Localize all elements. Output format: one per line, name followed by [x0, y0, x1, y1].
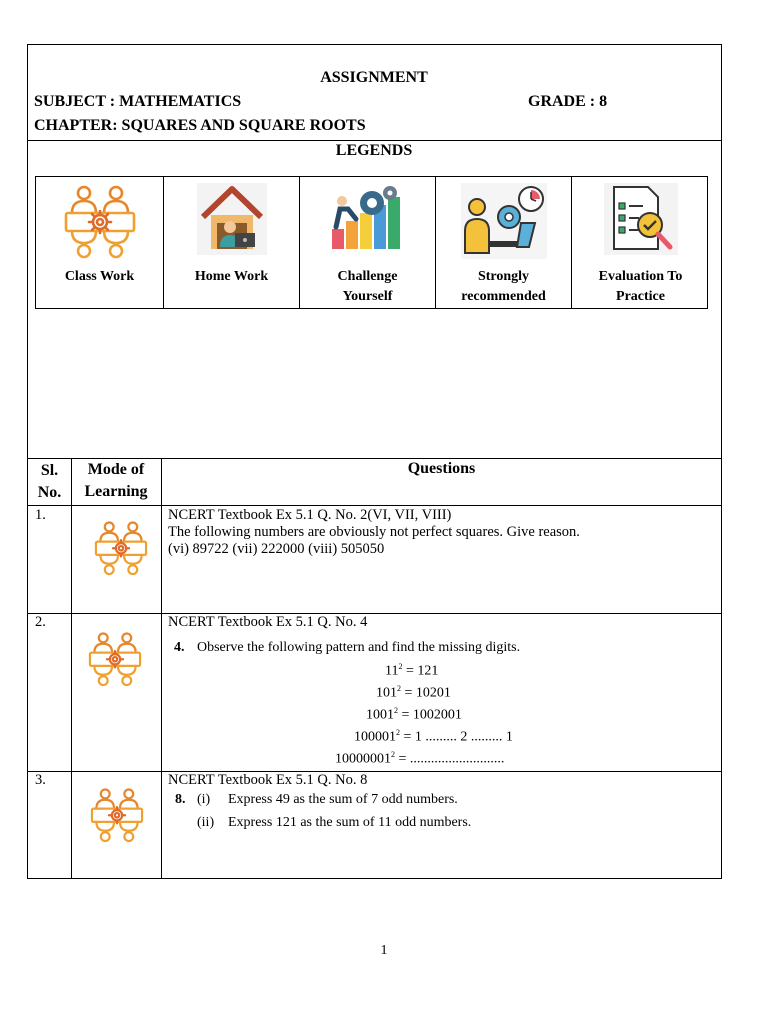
pattern-result: = 1002001 [401, 707, 462, 723]
row-number: 3. [35, 772, 46, 788]
legend-label-line: Home Work [194, 269, 269, 284]
pattern-result: = 10201 [404, 685, 451, 701]
divider [28, 505, 721, 506]
pattern-line [366, 706, 462, 724]
column-header-questions: Questions [407, 460, 476, 477]
pattern-result: = 1 ......... 2 ......... 1 [403, 729, 513, 745]
assignment-title: ASSIGNMENT [320, 69, 428, 86]
pattern-result: = 121 [405, 663, 439, 679]
header-line: Mode of [87, 461, 145, 478]
teamwork-gear-icon [62, 183, 138, 268]
column-header-mode-of-learning [71, 459, 161, 503]
legend-strongly-recommended [436, 177, 572, 308]
pattern-base: 10000001 [335, 751, 391, 767]
exponent: 2 [397, 684, 401, 693]
question-number: 8. [175, 792, 186, 807]
question-part-text: Express 121 as the sum of 11 odd numbers. [228, 815, 472, 830]
legend-class-work [36, 177, 164, 308]
legend-label [436, 267, 571, 307]
page-number: 1 [380, 943, 388, 958]
legend-label-line: Evaluation To [598, 269, 683, 284]
teamwork-gear-icon [89, 786, 145, 851]
question-source: NCERT Textbook Ex 5.1 Q. No. 4 [168, 614, 368, 630]
pattern-base: 100001 [354, 729, 396, 745]
pattern-base: 101 [376, 685, 397, 701]
legend-label-line: Practice [616, 289, 665, 304]
legend-label [572, 267, 709, 307]
divider [71, 458, 72, 879]
question-text: (vi) 89722 (vii) 222000 (viii) 505050 [168, 541, 385, 557]
question-source: NCERT Textbook Ex 5.1 Q. No. 2(VI, VII, VIII) [168, 507, 452, 523]
pattern-line [385, 662, 438, 680]
legends-title: LEGENDS [335, 142, 413, 159]
question-number: 4. [174, 640, 185, 655]
legend-home-work [164, 177, 300, 308]
divider [28, 140, 721, 141]
legend-label-line: recommended [461, 289, 546, 304]
legend-label [300, 267, 435, 307]
legend-table [35, 176, 708, 309]
legend-label [36, 267, 163, 287]
pattern-result: = ........................... [398, 751, 505, 767]
legend-evaluation-to-practice [572, 177, 709, 308]
gear-bar-chart-icon [328, 183, 408, 258]
legend-label-line: Strongly [477, 269, 530, 284]
grade-label: GRADE : 8 [528, 93, 608, 110]
divider [28, 771, 721, 772]
divider [161, 458, 162, 879]
question-1 [168, 507, 580, 558]
question-source: NCERT Textbook Ex 5.1 Q. No. 8 [168, 772, 368, 788]
row-number: 2. [35, 614, 46, 630]
column-header-sl-no [28, 460, 71, 504]
header-line: Sl. [40, 462, 59, 479]
teamwork-gear-icon [93, 519, 149, 584]
pattern-line [354, 728, 513, 746]
header-line: No. [37, 484, 62, 501]
pattern-base: 1001 [366, 707, 394, 723]
subject-label: SUBJECT : MATHEMATICS [34, 93, 242, 110]
row-number: 1. [35, 507, 46, 523]
divider [28, 613, 721, 614]
exponent: 2 [391, 750, 395, 759]
person-gear-clock-icon [461, 183, 547, 264]
pattern-line [376, 684, 451, 702]
question-text: The following numbers are obviously not perfect squares. Give reason. [168, 524, 580, 540]
pattern-line [335, 750, 504, 768]
question-part-number: (ii) [197, 815, 215, 830]
question-part-text: Express 49 as the sum of 7 odd numbers. [228, 792, 458, 807]
legend-label-line: Class Work [64, 269, 135, 284]
chapter-label: CHAPTER: SQUARES AND SQUARE ROOTS [34, 117, 366, 134]
exponent: 2 [398, 662, 403, 671]
question-text: Observe the following pattern and find the missing digits. [197, 640, 521, 655]
legend-challenge-yourself [300, 177, 436, 308]
legend-label-line: Yourself [342, 289, 393, 304]
legend-label-line: Challenge [337, 269, 398, 284]
legend-label [164, 267, 299, 287]
house-laptop-icon [197, 183, 267, 260]
teamwork-gear-icon [87, 630, 143, 695]
question-part-number: (i) [197, 792, 211, 807]
pattern-base: 11 [385, 663, 399, 679]
exponent: 2 [396, 728, 400, 737]
header-line: Learning [84, 483, 148, 500]
checklist-magnifier-icon [604, 183, 678, 260]
exponent: 2 [394, 706, 398, 715]
